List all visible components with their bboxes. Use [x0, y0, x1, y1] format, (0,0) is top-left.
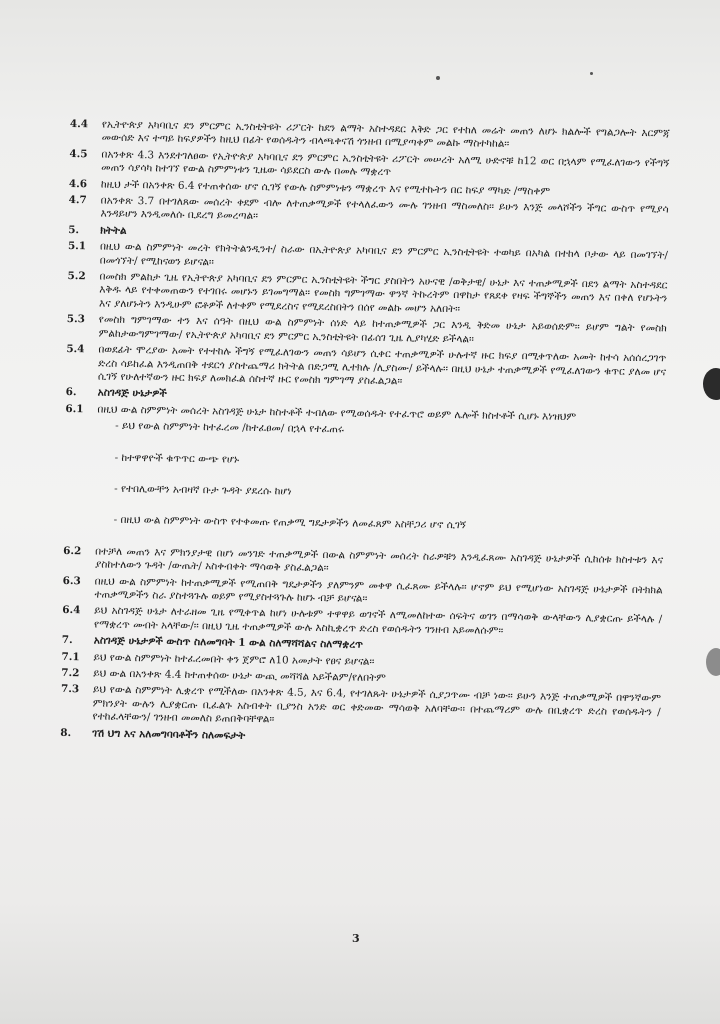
- clause-text: በተቻለ መጠን እና ምክንያታዊ በሆነ መንገድ ተጠቃሚዎች በውል ስምምነት መሰረት ስራዎቹን እንዲፈጸሙ አስገዳጅ ሁኔታዎች ሲከሰቱ ክስተቱን እና ያስከተለውን ጉዳት /ውጤት/ አስቀብቀት ማሳወቅ ያስፈልጋል፡፡: [94, 545, 664, 575]
- clause-number: 4.7: [68, 194, 87, 207]
- clause-item: [66, 343, 667, 393]
- clause-text: ይህ አስገዳጅ ሁኔታ ለተራዘመ ጊዜ የሚቀጥል ከሆነ ሁሉቱም ተዋዋይ ወገኖች ለሚመለከተው ሰፍትና ወገን በማሳወቅ ውላቸውን ሊያቋርጡ ይችላሉ /የማቋረጥ መብት አላቸው/፡፡ በዚህ ጊዜ ተጠቃሚዎች ውሉ እስኪቋረጥ ድረስ የወሰዱትን ገንዘብ አይመለሱም፡፡: [93, 604, 663, 637]
- clause-number: 6.4: [62, 604, 81, 617]
- clause-6-1: 6.1 በዚህ ውል ስምምነት መሰረት አስገዳጅ ሁኔታ ከስተቶች ተብለው የሚወሰዱት የተፈጥሮ ወይም ሌሎች ክስተቶች ሲሆኑ እነዝህም: [65, 402, 577, 423]
- clause-number: 7.1: [61, 650, 80, 663]
- binder-hole-shadow: [706, 648, 720, 676]
- clause-number: 6.3: [62, 574, 81, 587]
- section-5-items: [66, 240, 668, 392]
- section-4-items: [68, 118, 670, 230]
- clause-number: 4.5: [69, 147, 88, 161]
- clause-text: በአንቀጽ 3.7 በተገለጸው መሰረት ቀደም ብሎ ለተጠቃሚዎች የተላለፈውን ሙሉ ገንዘብ ማስመለስ፡፡ ይሁን እንጅ መላሾችን ችግር ውስጥ የሚያሳ እንዳይሆን እንዲመለሱ ቢደረግ ይመረጣል፡፡: [100, 194, 669, 223]
- bullet-item: - በዚህ ውል ስምምነት ውስጥ የተቀመጡ የጠቃሚ ግዴታዎችን ለመፈጸም አስቸጋሪ ሆኖ ሲገኝ: [113, 514, 467, 532]
- binder-hole: [703, 368, 720, 400]
- clause-text: ከዚህ ታች በአንቀጽ 6.4 የተጠቀሰው ሆኖ ሲገኝ የውሉ ስምምነቱን ማቋረጥ እና የሚተኩትን በር ከፍያ ማካድ /ማስቀም: [100, 178, 551, 198]
- section-6-heading: 6. አስገዳጅ ሁኔታዎች: [65, 386, 167, 400]
- page-number: 3: [352, 932, 360, 945]
- clause-item: [67, 270, 668, 320]
- clause-number: 5.4: [66, 343, 85, 356]
- clause-number: 4.4: [69, 118, 89, 131]
- section-6-items: [62, 545, 663, 641]
- scan-speck: [590, 72, 593, 75]
- clause-number: 7.2: [61, 666, 80, 680]
- clause-text: ይህ የውል ስምምነት ሊቋረጥ የሚችለው በአንቀጽ 4.5, እና 6.4, የተገለጹት ሁኔታዎች ሲያጋጥሙ ብቻ ነው፡፡ ይሁን እንጅ ተጠቃሚዎች በዋንኛውም ምክንያት ውሉን ሊያቋርጡ ቢፈልጉ አስብቀት ቢያንስ አንድ ወር ቀድመው ማሳወቅ አለባቸው፡፡ በተጨማሪም ውሉ በቢቋረጥ ድረስ የወሰዱትን /የተከፈላቸውን/ ገንዘብ መመለስ ይጠበቅባቸዋል፡፡: [92, 683, 662, 726]
- clause-number: 7.3: [60, 683, 80, 696]
- section-7-items: [60, 651, 661, 733]
- clause-number: 6.2: [63, 544, 82, 557]
- clause-number: 5.2: [67, 270, 86, 283]
- clause-text: ይህ ውል በአንቀጽ 4.4 ከተጠቀሰው ሁኔታ ውጪ መሻሻል አይችልም/የለበትም: [93, 667, 386, 685]
- clause-text: በወደፊት ሞረያው አመት የተተከሉ ችግኝ የሚፈለገውን መጠን ሳይሆን ሲቀር ተጠቃሚዎች ሁሉተኛ ዙር ክፍያ በሚቀጥለው አመት ከተሳ አሰሰረጋገጥ ድረስ ሳይከፈል እንዲጠበቅ ተደርጎ ያስተጨማሪ ክትትል በድጋሚ ሊተክሉ /ሊያስሙ/ ይችላሉ፡፡ በዚህ ሁኔታ ተጠቃሚዎች የሚፈለገውን ቁጥር ያለመ ሆና ሲገኝ የሁለተኛውን ዙር ክፍያ ለመክፈል ሰስተኛ ዙር የመስክ ግምገማ ያስፈልጋል፡፡: [97, 343, 667, 388]
- section-8-heading: 8. ገሽ ህግ እና አለመግባባቶችን ስለመፍታት: [60, 726, 246, 742]
- scan-speck: [436, 76, 440, 80]
- clause-number: 5.3: [66, 313, 86, 326]
- clause-text: የኢትዮጵያ አካባቢና ደን ምርምር ኢንስቲትዩት ሪፖርት ከደን ልማት አስተዳደር እቅድ ጋር የተከለ መሬት መጠን ለሆኑ ክልሎች የግልጋሎት እርምጃ መውሰድ እና ተጣይ ከፍያዎችን ከዚህ በፊት የወሰዱትን ብላጫቀናሽ ጎንዘብ በሚያጣቀም መልኩ ማስተካከል፡፡: [101, 118, 670, 151]
- force-majeure-list: [64, 419, 666, 536]
- bullet-item: - ከተዋዋዮች ቁጥጥር ውጭ የሆኑ: [114, 451, 240, 466]
- clause-text: ይህ የውል ስምምነት ከተፈረመበት ቀን ጀምሮ ለ10 አመታት የፀና ይሆናል፡፡: [93, 651, 375, 668]
- clause-text: በአንቀጽ 4.3 እንደተገለፀው የኢትዮጵያ አካባቢና ደን ምርምር ኢንስቲትዩት ሪፖርት መሠረት አለሚ ሁድኖቹ ከ12 ወር በኋላም የሚፈለገውን የችግኝ መጠን ሳያሳካ ከተገኘ የውል ስምምነቱን ጊዜው ሳይደርስ ውሉ በመሉ ማቋረጥ: [101, 148, 670, 179]
- document-body: [60, 118, 670, 752]
- clause-text: በመስክ ምልከታ ጊዜ የኢትዮጵያ አካባቢና ደን ምርምር ኢንስቲትዩት ችግር ያስበትን አሁናዊ /ወቅታዊ/ ሁኔታ እና ተጠቃሚዎች በደን ልማት አስተዳደር እቅዱ ላይ የተቀመጠውን የተገበሩ መሆኑን ይገመግማል፡፡ የመስክ ግምገማው ዋንኛ ትኩረትም በዋከታ የጸደቀ የዛፍ ችግኞችን መጠን እና በቀለ የሆኑትን እና ያለሆኑትን እንዲሁም ፎቶዎች ለተቀም የሚደረስና የሚደረስበትን በሰየ መልኩ መሆን አለበት፡፡: [98, 270, 668, 316]
- clause-text: የመስክ ግምገማው ተን እና ሰዓት በዚህ ውል ስምምነት ሰነድ ላይ ከተጠቃሚዎች ጋር እንዲ ቅድመ ሁኔታ አይወሰድም፡፡ ይሆም ግልት የመስክ ምልከታውግምገማው/ የኢትዮጵያ አካባቢና ደን ምርምር ኢንስቲትዩት በፊሰገ ጊዜ ሊያካሂድ ይችላል፡፡: [98, 313, 667, 346]
- section-7-heading: 7. አስገዳጅ ሁኔታዎች ውስጥ ስለመግባት 1 ውል ስለማሻሻልና ስለማቋረጥ: [61, 634, 364, 651]
- bullet-item: - ይህ የውል ስምምነት ከተፈረመ /ከተፈፀመ/ በኋላ የተፈጠሩ: [115, 419, 344, 436]
- clause-number: 5.1: [67, 240, 87, 253]
- clause-text: በዚህ ውል ስምምነት መረት የክትትልንዲንተ/ ስራው በኢትዮጵያ አካባቢና ደን ምርምር ኢንስቲትዩት ተወካይ በአካል በተከላ ቦታው ላይ በመገኘት/በመጎኘት/ የሚከናወን ይሆናል፡፡: [99, 240, 669, 268]
- section-5-heading: 5. ክትትል: [68, 223, 127, 237]
- clause-number: 4.6: [68, 177, 88, 190]
- clause-text: በዚህ ውል ስምምነት ከተጠቃሚዎች የሚጠበቅ ግዴታዎችን ያለምንም መቀዋ ሲፈጸሙ ይችላሉ፡፡ ሆኖም ይህ የሚሆነው አስገዳጅ ሁኔታዎች በትክክል ተጠቃሚዎችን ስራ ያስተጓጉሉ ወይም የሚያስተጓጉሉ ከሆኑ ብቻ ይሆናል፡፡: [94, 575, 663, 605]
- bullet-item: - የተበሊውቸን አብዛኛ ቡታ ጉዳት ያደረሱ ከሆነ: [114, 482, 292, 498]
- clause-item: [60, 683, 661, 733]
